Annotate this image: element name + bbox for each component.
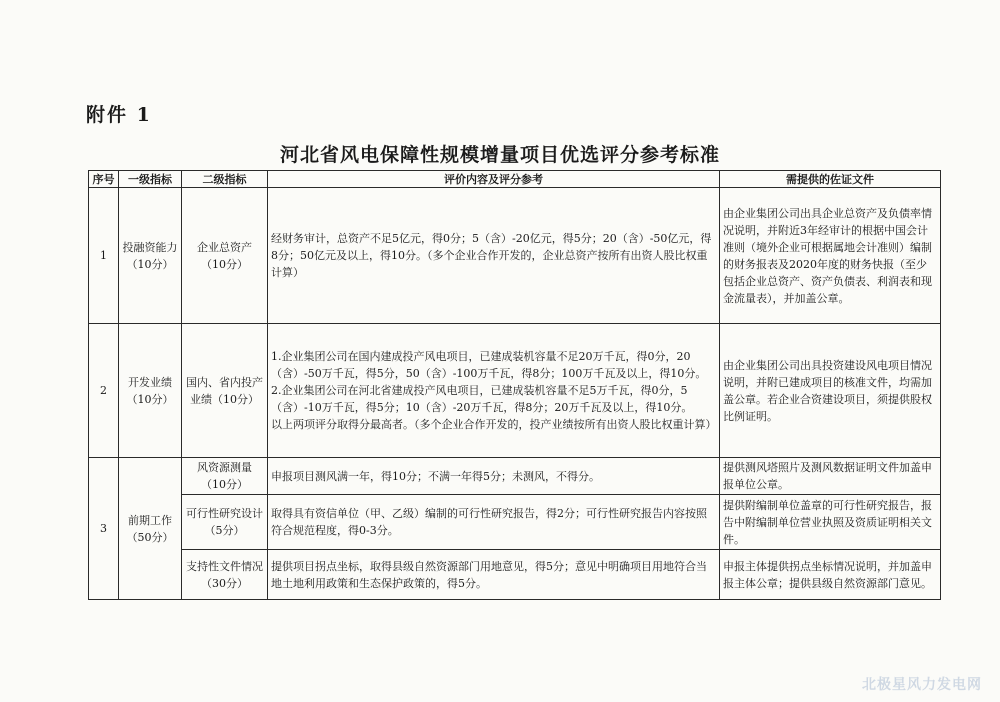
- table-row: [89, 458, 941, 495]
- document-title: 河北省风电保障性规模增量项目优选评分参考标准: [279, 144, 720, 166]
- row-evidence: 提供测风塔照片及测风数据证明文件加盖申报单位公章。: [720, 458, 941, 495]
- scoring-table: [88, 170, 941, 600]
- attachment-label: 附件 1: [86, 104, 152, 126]
- header-evidence: 需提供的佐证文件: [720, 171, 941, 188]
- row-content: [268, 324, 720, 458]
- row-level2: 风资源测量（10分）: [182, 458, 268, 495]
- table-row: [89, 188, 941, 324]
- row-level1: 开发业绩（10分）: [119, 324, 182, 458]
- row-level2: 国内、省内投产业绩（10分）: [182, 324, 268, 458]
- header-no: 序号: [89, 171, 119, 188]
- header-content: 评价内容及评分参考: [268, 171, 720, 188]
- table-row: [89, 550, 941, 600]
- row-content: 提供项目拐点坐标，取得县级自然资源部门用地意见，得5分；意见中明确项目用地符合当地土地利用政策和生态保护政策的，得5分。: [268, 550, 720, 600]
- row-evidence: 申报主体提供拐点坐标情况说明，并加盖申报主体公章；提供县级自然资源部门意见。: [720, 550, 941, 600]
- row-evidence: 提供附编制单位盖章的可行性研究报告，报告中附编制单位营业执照及资质证明相关文件。: [720, 495, 941, 550]
- row-level2: 可行性研究设计（5分）: [182, 495, 268, 550]
- row-level2: 支持性文件情况（30分）: [182, 550, 268, 600]
- table-row: [89, 324, 941, 458]
- row-level1: 前期工作（50分）: [119, 458, 182, 600]
- row-evidence: 由企业集团公司出具企业总资产及负债率情况说明，并附近3年经审计的根据中国会计准则（境外企业可根据属地会计准则）编制的财务报表及2020年度的财务快报（至少包括企业总资产、资产负债表、利润表和现金流量表），并加盖公章。: [720, 188, 941, 324]
- site-watermark: 北极星风力发电网: [862, 677, 982, 693]
- table-header-row: [89, 171, 941, 188]
- row-evidence: 由企业集团公司出具投资建设风电项目情况说明，并附已建成项目的核准文件，均需加盖公章。若企业合资建设项目，须提供股权比例证明。: [720, 324, 941, 458]
- row-content: 申报项目测风满一年，得10分；不满一年得5分；未测风，不得分。: [268, 458, 720, 495]
- header-level2: 二级指标: [182, 171, 268, 188]
- content-paragraph: 2.企业集团公司在河北省建成投产风电项目，已建成装机容量不足5万千瓦，得0分，5（含）-10万千瓦，得5分；10（含）-20万千瓦，得8分；20万千瓦及以上，得10分。: [271, 384, 693, 414]
- header-level1: 一级指标: [119, 171, 182, 188]
- content-paragraph: 以上两项评分取得分最高者。（多个企业合作开发的，投产业绩按所有出资人股比权重计算）: [271, 418, 717, 431]
- table-row: [89, 495, 941, 550]
- row-no: 2: [89, 324, 119, 458]
- row-no: 1: [89, 188, 119, 324]
- row-no: 3: [89, 458, 119, 600]
- row-level1: 投融资能力（10分）: [119, 188, 182, 324]
- row-level2: 企业总资产（10分）: [182, 188, 268, 324]
- row-content: 取得具有资信单位（甲、乙级）编制的可行性研究报告，得2分；可行性研究报告内容按照符合规范程度，得0-3分。: [268, 495, 720, 550]
- row-content: 经财务审计，总资产不足5亿元，得0分；5（含）-20亿元，得5分；20（含）-50亿元，得8分；50亿元及以上，得10分。（多个企业合作开发的，企业总资产按所有出资人股比权重计算）: [268, 188, 720, 324]
- content-paragraph: 1.企业集团公司在国内建成投产风电项目，已建成装机容量不足20万千瓦，得0分，20（含）-50万千瓦，得5分，50（含）-100万千瓦，得8分；100万千瓦及以上，得10分。: [271, 350, 707, 380]
